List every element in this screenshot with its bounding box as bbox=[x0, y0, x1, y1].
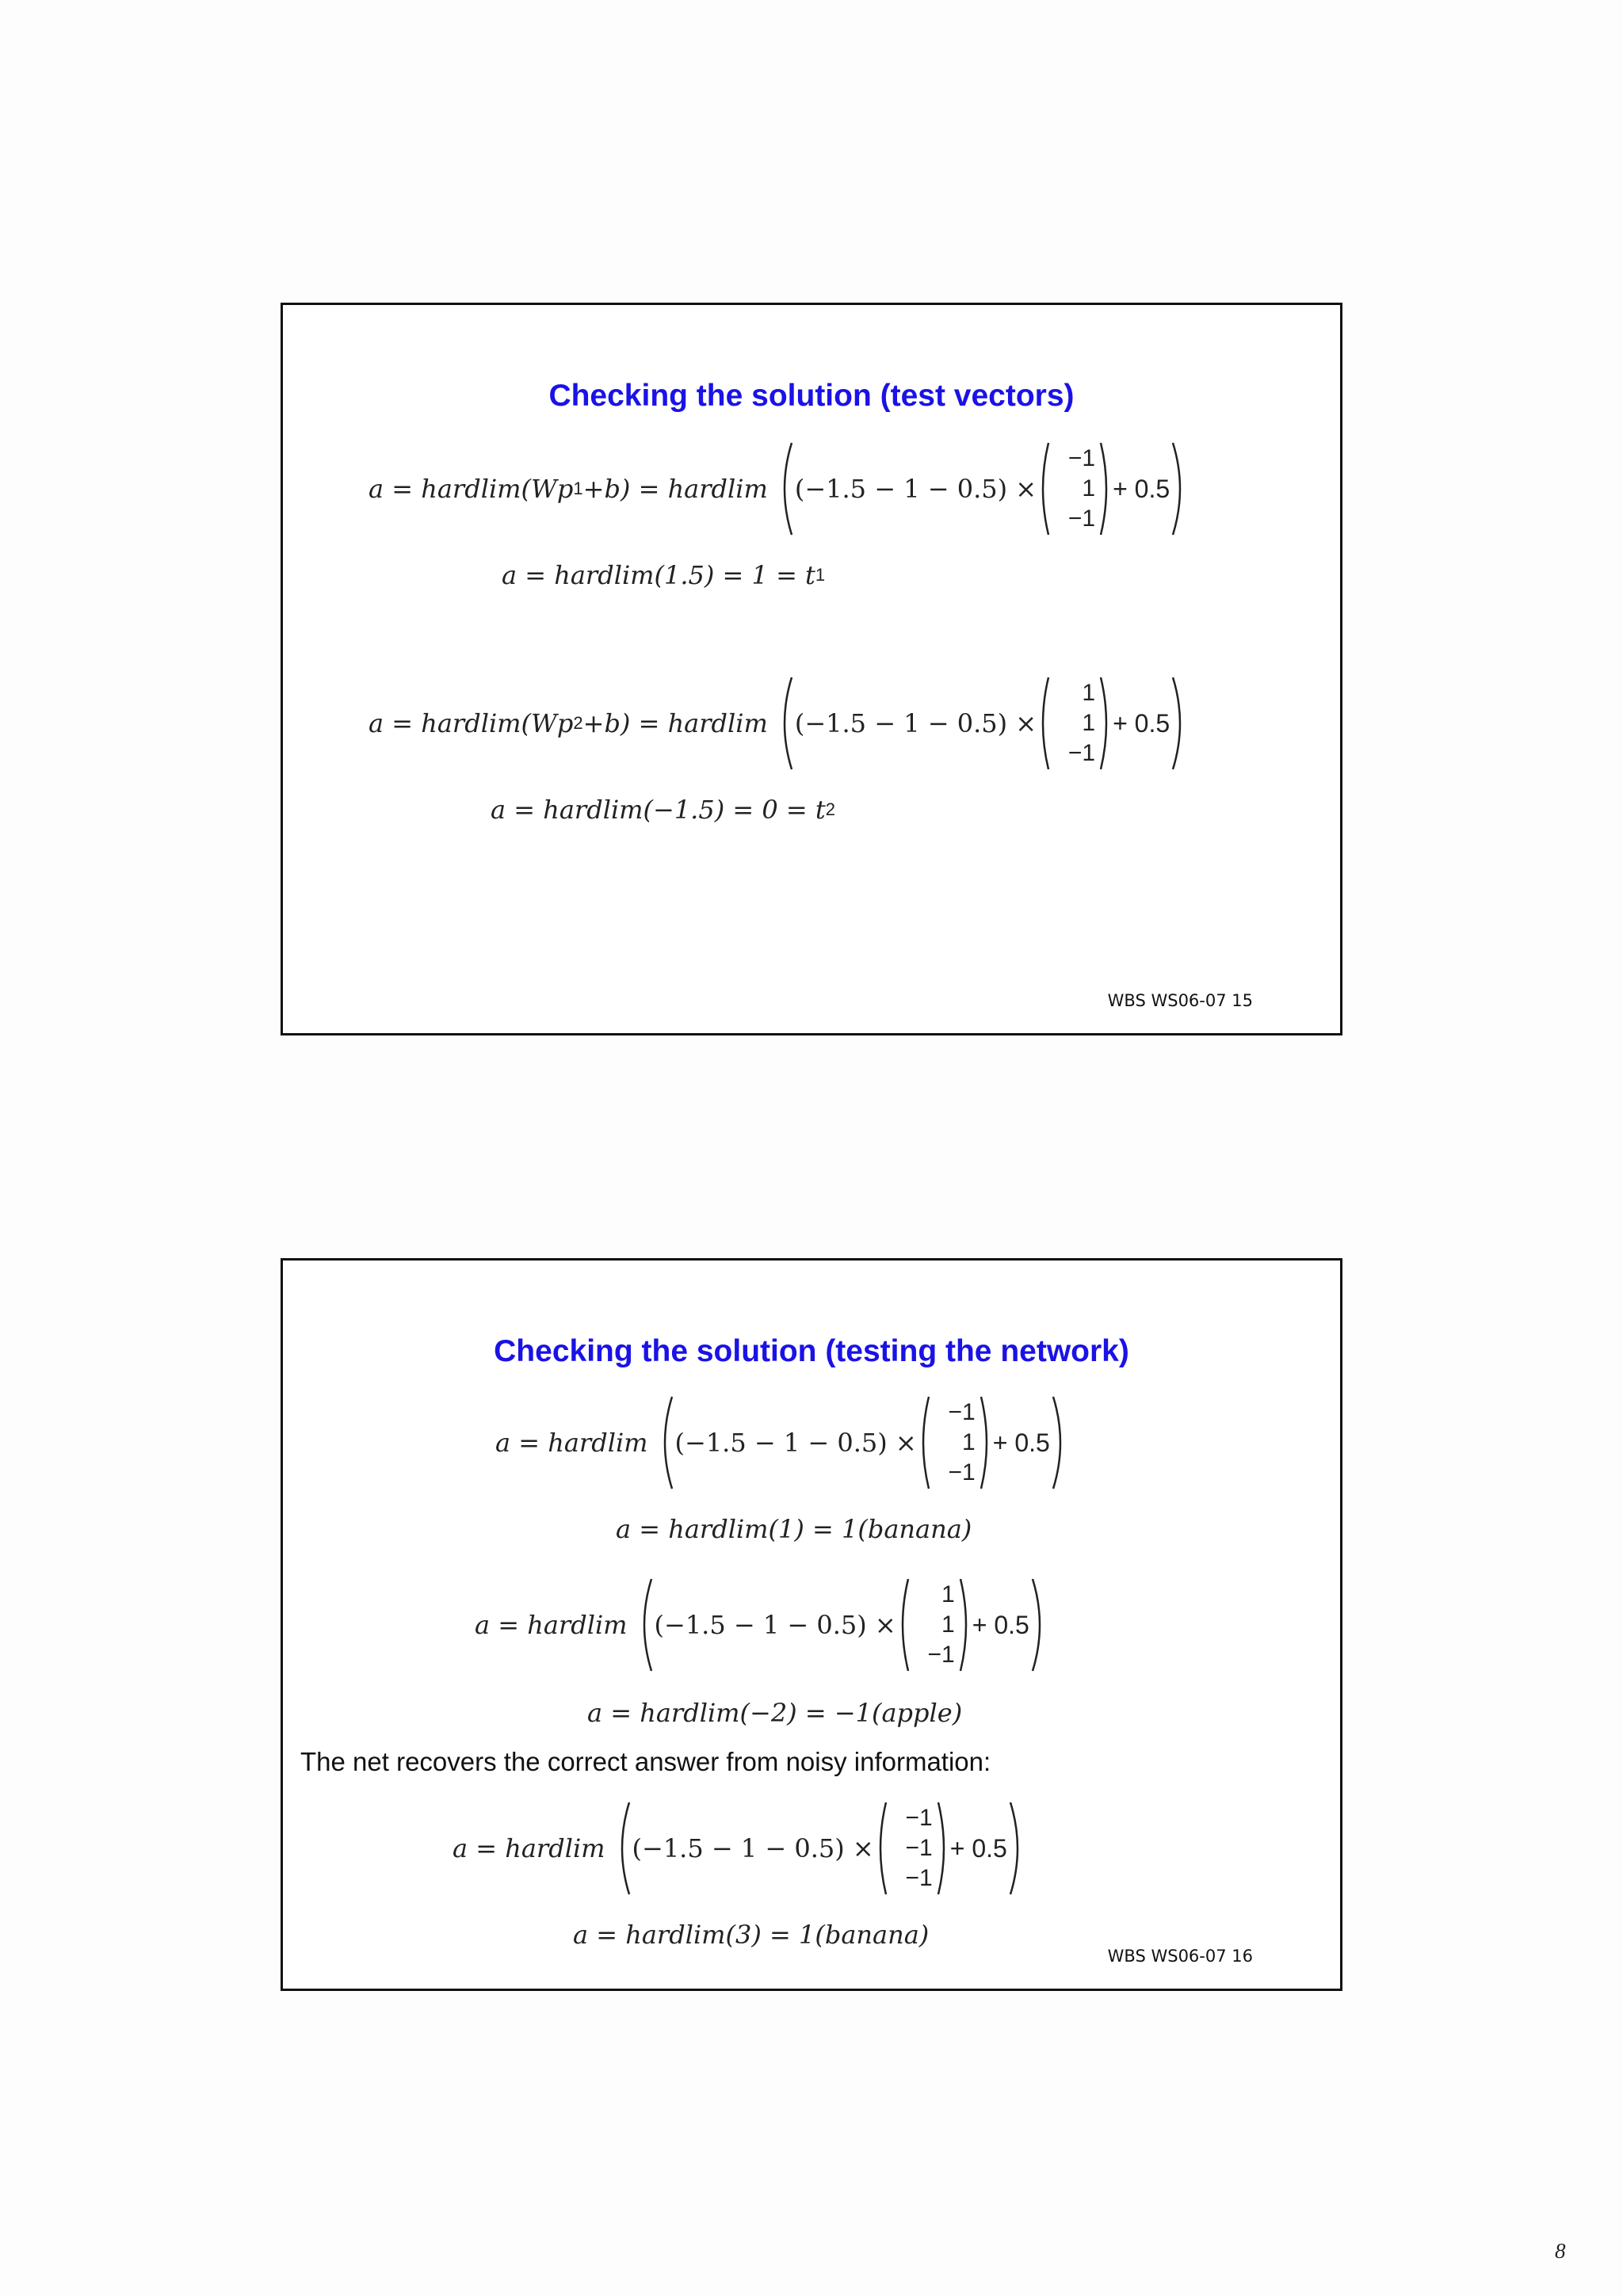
slide-title: Checking the solution (testing the network) bbox=[494, 1334, 1129, 1368]
bias-term: + 0.5 bbox=[992, 1428, 1050, 1457]
slide-footer: WBS WS06-07 16 bbox=[1107, 1947, 1253, 1966]
bias-term: + 0.5 bbox=[972, 1610, 1029, 1639]
left-paren bbox=[776, 676, 795, 771]
vector-right-paren bbox=[1098, 441, 1113, 536]
right-paren bbox=[1007, 1801, 1026, 1896]
equation-noisy bbox=[453, 1801, 1026, 1896]
equation-test-vector-2 bbox=[369, 676, 1189, 771]
result-banana: a = hardlim(1) = 1(banana) bbox=[616, 1514, 972, 1544]
equation-apple bbox=[475, 1577, 1048, 1672]
vector-entry: 1 bbox=[1082, 680, 1096, 706]
vector-left-paren bbox=[1037, 676, 1051, 771]
result-subscript: 1 bbox=[815, 565, 826, 585]
vector-entry: 1 bbox=[1082, 710, 1096, 736]
vector-entry: −1 bbox=[905, 1835, 933, 1861]
equation-prefix: a = hardlim(Wp bbox=[369, 474, 574, 504]
slide-15 bbox=[281, 303, 1342, 1035]
vector-entry: −1 bbox=[905, 1865, 933, 1891]
left-paren bbox=[656, 1395, 675, 1490]
vector-entry: −1 bbox=[927, 1642, 955, 1668]
left-paren bbox=[613, 1801, 632, 1896]
column-vector bbox=[892, 1804, 933, 1893]
equation-prefix: a = hardlim bbox=[475, 1610, 628, 1640]
vector-left-paren bbox=[874, 1801, 888, 1896]
result-noisy-banana: a = hardlim(3) = 1(banana) bbox=[573, 1920, 930, 1950]
left-paren bbox=[776, 441, 795, 536]
column-vector bbox=[1054, 444, 1095, 533]
vector-right-paren bbox=[1098, 676, 1113, 771]
equation-subscript: 1 bbox=[573, 479, 583, 498]
noisy-info-note: The net recovers the correct answer from noisy information: bbox=[300, 1747, 991, 1776]
vector-entry: −1 bbox=[1067, 740, 1096, 766]
vector-entry: 1 bbox=[1082, 475, 1096, 502]
vector-right-paren bbox=[958, 1577, 972, 1672]
row-vector: (−1.5 − 1 − 0.5) × bbox=[674, 1428, 917, 1458]
right-paren bbox=[1050, 1395, 1069, 1490]
row-vector: (−1.5 − 1 − 0.5) × bbox=[794, 474, 1037, 504]
result-test-vector-2 bbox=[491, 795, 835, 825]
vector-entry: −1 bbox=[1067, 445, 1096, 471]
slide-16 bbox=[281, 1258, 1342, 1991]
equation-middle: +b) = hardlim bbox=[582, 708, 768, 738]
page-number: 8 bbox=[1555, 2239, 1566, 2263]
result-subscript: 2 bbox=[825, 799, 835, 819]
equation-prefix: a = hardlim(Wp bbox=[369, 708, 574, 738]
vector-entry: 1 bbox=[941, 1581, 955, 1608]
slide-title: Checking the solution (test vectors) bbox=[548, 379, 1075, 413]
equation-prefix: a = hardlim bbox=[453, 1833, 605, 1863]
row-vector: (−1.5 − 1 − 0.5) × bbox=[654, 1610, 896, 1640]
equation-banana bbox=[495, 1395, 1069, 1490]
column-vector bbox=[934, 1398, 976, 1487]
bias-term: + 0.5 bbox=[1113, 708, 1170, 738]
equation-middle: +b) = hardlim bbox=[582, 474, 768, 504]
vector-right-paren bbox=[936, 1801, 950, 1896]
bias-term: + 0.5 bbox=[1113, 474, 1170, 503]
result-text: a = hardlim(−1.5) = 0 = t bbox=[491, 795, 826, 825]
equation-test-vector-1 bbox=[369, 441, 1189, 536]
vector-entry: −1 bbox=[1067, 505, 1096, 532]
vector-left-paren bbox=[1037, 441, 1051, 536]
vector-right-paren bbox=[979, 1395, 993, 1490]
vector-entry: 1 bbox=[962, 1429, 976, 1455]
left-paren bbox=[636, 1577, 655, 1672]
row-vector: (−1.5 − 1 − 0.5) × bbox=[794, 708, 1037, 738]
right-paren bbox=[1170, 441, 1189, 536]
result-test-vector-1 bbox=[502, 560, 825, 590]
equation-prefix: a = hardlim bbox=[495, 1428, 648, 1458]
vector-entry: −1 bbox=[948, 1459, 976, 1486]
equation-subscript: 2 bbox=[573, 713, 583, 733]
right-paren bbox=[1170, 676, 1189, 771]
bias-term: + 0.5 bbox=[949, 1833, 1007, 1863]
vector-entry: −1 bbox=[948, 1399, 976, 1425]
vector-left-paren bbox=[917, 1395, 931, 1490]
vector-left-paren bbox=[896, 1577, 911, 1672]
vector-entry: −1 bbox=[905, 1805, 933, 1831]
right-paren bbox=[1029, 1577, 1048, 1672]
column-vector bbox=[914, 1581, 955, 1669]
result-text: a = hardlim(1.5) = 1 = t bbox=[502, 560, 815, 590]
vector-entry: 1 bbox=[941, 1611, 955, 1638]
column-vector bbox=[1054, 679, 1095, 768]
slide-footer: WBS WS06-07 15 bbox=[1107, 991, 1253, 1010]
row-vector: (−1.5 − 1 − 0.5) × bbox=[632, 1833, 874, 1863]
result-apple: a = hardlim(−2) = −1(apple) bbox=[587, 1698, 963, 1728]
